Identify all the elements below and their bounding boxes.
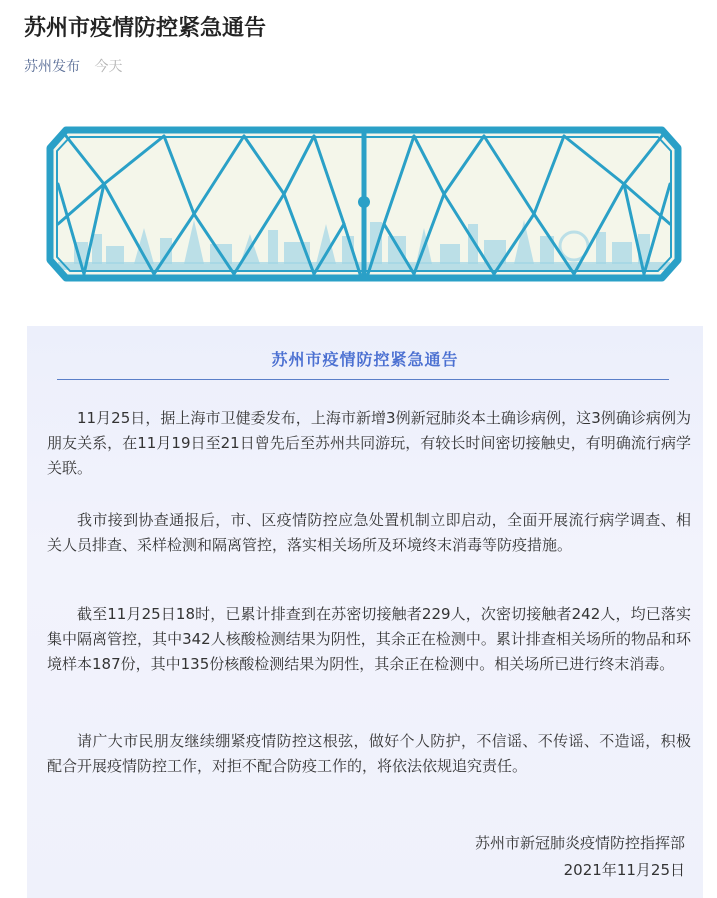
notice-card bbox=[27, 326, 703, 898]
notice-date: 2021年11月25日 bbox=[563, 861, 685, 879]
header-banner-image bbox=[44, 124, 684, 284]
publish-time: 今天 bbox=[94, 59, 123, 75]
account-name-link[interactable]: 苏州发布 bbox=[24, 59, 80, 75]
heading-divider bbox=[57, 379, 669, 380]
notice-paragraph: 请广大市民朋友继续绷紧疫情防控这根弦，做好个人防护，不信谣、不传谣、不造谣，积极配合开展疫情防控工作，对拒不配合防疫工作的，将依法依规追究责任。 bbox=[47, 732, 691, 775]
notice-paragraph: 我市接到协查通报后，市、区疫情防控应急处置机制立即启动，全面开展流行病学调查、相关人员排查、采样检测和隔离管控，落实相关场所及环境终末消毒等防疫措施。 bbox=[47, 511, 691, 554]
article-meta bbox=[24, 57, 122, 77]
notice-signature: 苏州市新冠肺炎疫情防控指挥部 bbox=[474, 834, 685, 852]
notice-paragraph: 11月25日，据上海市卫健委发布，上海市新增3例新冠肺炎本土确诊病例，这3例确诊病例为朋友关系，在11月19日至21日曾先后至苏州共同游玩，有较长时间密切接触史，有明确流行病学关联。 bbox=[47, 409, 691, 477]
banner-illustration bbox=[44, 124, 684, 284]
notice-paragraph: 截至11月25日18时，已累计排查到在苏密切接触者229人，次密切接触者242人，均已落实集中隔离管控，其中342人核酸检测结果为阴性，其余正在检测中。累计排查相关场所的物品和环境样本187份，其中135份核酸检测结果为阴性，其余正在检测中。相关场所已进行终末消毒。 bbox=[47, 605, 691, 673]
notice-heading: 苏州市疫情防控紧急通告 bbox=[271, 350, 459, 369]
article-title: 苏州市疫情防控紧急通告 bbox=[24, 16, 267, 41]
